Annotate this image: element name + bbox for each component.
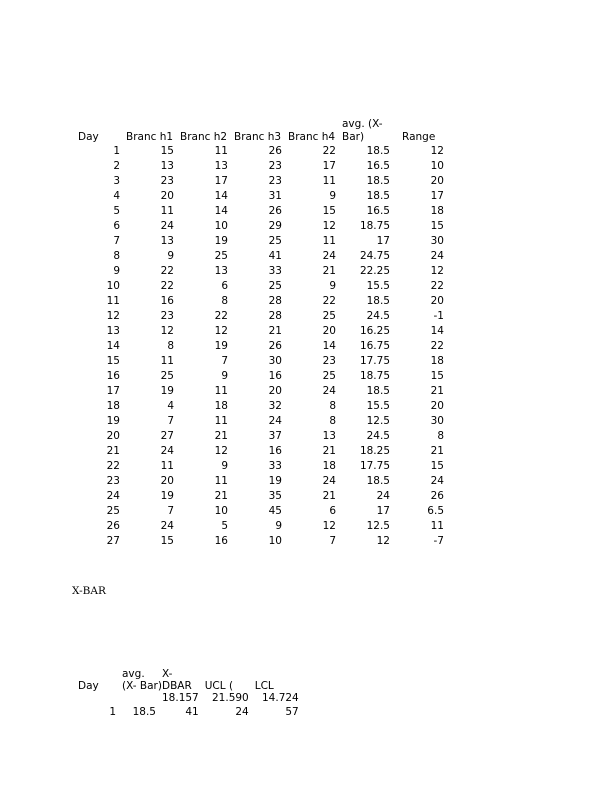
cell-day: 22 [106, 460, 120, 472]
cell-branch-4: 21 [322, 445, 336, 457]
cell-avg-xbar: 24.75 [359, 250, 390, 262]
cell-range: 15 [430, 460, 444, 472]
xbar-header-avg: avg. (X- Bar) [122, 668, 162, 692]
xbar-header-xdbar: X- DBAR [162, 668, 192, 692]
cell-day: 23 [106, 475, 120, 487]
cell-branch-2: 21 [214, 490, 228, 502]
cell-branch-2: 12 [214, 445, 228, 457]
cell-day: 5 [113, 205, 120, 217]
cell-branch-3: 21 [268, 325, 282, 337]
xbar-lcl-cell: 57 [285, 706, 299, 718]
cell-branch-2: 9 [221, 460, 228, 472]
header-day: Day [78, 131, 99, 143]
cell-branch-2: 14 [214, 190, 228, 202]
table-row [72, 279, 450, 294]
cell-branch-3: 30 [268, 355, 282, 367]
cell-branch-1: 13 [160, 235, 174, 247]
cell-branch-3: 25 [268, 280, 282, 292]
cell-branch-3: 41 [268, 250, 282, 262]
cell-branch-1: 11 [160, 355, 174, 367]
xbar-header-lcl: LCL [254, 680, 274, 692]
cell-branch-4: 25 [322, 370, 336, 382]
cell-branch-2: 21 [214, 430, 228, 442]
cell-range: 8 [437, 430, 444, 442]
cell-day: 17 [106, 385, 120, 397]
cell-range: 12 [430, 265, 444, 277]
cell-range: 22 [430, 280, 444, 292]
cell-day: 3 [113, 175, 120, 187]
cell-day: 18 [106, 400, 120, 412]
cell-branch-4: 22 [322, 145, 336, 157]
table-row [72, 324, 450, 339]
cell-branch-4: 25 [322, 310, 336, 322]
header-branch-3: Branc h3 [234, 131, 282, 143]
table-row [72, 519, 450, 534]
cell-branch-4: 12 [322, 520, 336, 532]
cell-branch-1: 11 [160, 205, 174, 217]
cell-branch-2: 16 [214, 535, 228, 547]
cell-range: 15 [430, 220, 444, 232]
cell-range: 26 [430, 490, 444, 502]
cell-day: 12 [106, 310, 120, 322]
cell-range: 30 [430, 415, 444, 427]
xdbar-value: 18.157 [162, 692, 199, 704]
cell-branch-3: 23 [268, 160, 282, 172]
cell-branch-2: 7 [221, 355, 228, 367]
xbar-header-day: Day [78, 680, 99, 692]
cell-range: -7 [433, 535, 444, 547]
cell-avg-xbar: 17 [376, 505, 390, 517]
cell-branch-1: 19 [160, 490, 174, 502]
cell-avg-xbar: 12.5 [366, 415, 390, 427]
cell-avg-xbar: 12.5 [366, 520, 390, 532]
cell-branch-3: 16 [268, 445, 282, 457]
cell-branch-4: 24 [322, 385, 336, 397]
cell-avg-xbar: 24 [376, 490, 390, 502]
cell-branch-1: 25 [160, 370, 174, 382]
cell-avg-xbar: 16.5 [366, 205, 390, 217]
xbar-avg-cell: 18.5 [132, 706, 156, 718]
cell-branch-2: 9 [221, 370, 228, 382]
cell-branch-4: 20 [322, 325, 336, 337]
branch-data-table [72, 104, 450, 549]
cell-range: 30 [430, 235, 444, 247]
cell-day: 27 [106, 535, 120, 547]
cell-branch-4: 11 [322, 175, 336, 187]
cell-branch-2: 13 [214, 265, 228, 277]
table-row [72, 489, 450, 504]
table-row [72, 429, 450, 444]
cell-day: 14 [106, 340, 120, 352]
cell-branch-3: 26 [268, 205, 282, 217]
cell-range: 24 [430, 475, 444, 487]
cell-day: 1 [113, 145, 120, 157]
cell-day: 20 [106, 430, 120, 442]
cell-branch-2: 10 [214, 505, 228, 517]
cell-branch-1: 23 [160, 310, 174, 322]
table-row [72, 534, 450, 549]
cell-day: 7 [113, 235, 120, 247]
cell-range: 11 [430, 520, 444, 532]
cell-range: 20 [430, 175, 444, 187]
cell-range: 15 [430, 370, 444, 382]
cell-avg-xbar: 18.5 [366, 145, 390, 157]
cell-branch-1: 20 [160, 190, 174, 202]
cell-branch-2: 19 [214, 340, 228, 352]
cell-branch-1: 12 [160, 325, 174, 337]
cell-branch-2: 25 [214, 250, 228, 262]
cell-avg-xbar: 15.5 [366, 400, 390, 412]
cell-branch-1: 7 [167, 505, 174, 517]
table-row [72, 399, 450, 414]
ucl-value: 21.590 [212, 692, 249, 704]
table-row [72, 159, 450, 174]
cell-branch-1: 15 [160, 145, 174, 157]
xbar-table [72, 654, 305, 719]
cell-range: 21 [430, 445, 444, 457]
cell-avg-xbar: 16.75 [359, 340, 390, 352]
cell-avg-xbar: 12 [376, 535, 390, 547]
cell-branch-3: 16 [268, 370, 282, 382]
cell-avg-xbar: 18.75 [359, 220, 390, 232]
cell-range: -1 [433, 310, 444, 322]
cell-branch-1: 24 [160, 220, 174, 232]
cell-day: 13 [106, 325, 120, 337]
cell-branch-1: 23 [160, 175, 174, 187]
table-row [72, 189, 450, 204]
cell-branch-3: 33 [268, 265, 282, 277]
cell-branch-3: 31 [268, 190, 282, 202]
cell-day: 24 [106, 490, 120, 502]
cell-branch-3: 28 [268, 310, 282, 322]
cell-day: 6 [113, 220, 120, 232]
cell-branch-2: 13 [214, 160, 228, 172]
cell-day: 10 [106, 280, 120, 292]
cell-branch-1: 22 [160, 280, 174, 292]
cell-branch-3: 9 [275, 520, 282, 532]
header-branch-1: Branc h1 [126, 131, 174, 143]
cell-branch-1: 24 [160, 520, 174, 532]
cell-day: 4 [113, 190, 120, 202]
cell-branch-4: 8 [329, 400, 336, 412]
cell-branch-4: 18 [322, 460, 336, 472]
cell-branch-3: 28 [268, 295, 282, 307]
cell-branch-4: 12 [322, 220, 336, 232]
cell-branch-4: 6 [329, 505, 336, 517]
cell-branch-4: 17 [322, 160, 336, 172]
cell-branch-4: 24 [322, 475, 336, 487]
cell-branch-4: 21 [322, 265, 336, 277]
cell-day: 19 [106, 415, 120, 427]
table-row [72, 234, 450, 249]
table-row [72, 219, 450, 234]
header-avg-xbar: avg. (X- Bar) [342, 118, 383, 143]
cell-branch-3: 33 [268, 460, 282, 472]
table-row [72, 249, 450, 264]
cell-branch-2: 18 [214, 400, 228, 412]
cell-range: 17 [430, 190, 444, 202]
cell-branch-4: 23 [322, 355, 336, 367]
cell-branch-2: 11 [214, 145, 228, 157]
table-row [72, 384, 450, 399]
cell-range: 14 [430, 325, 444, 337]
cell-branch-2: 10 [214, 220, 228, 232]
cell-branch-2: 11 [214, 415, 228, 427]
header-range: Range [402, 131, 436, 143]
cell-avg-xbar: 24.5 [366, 430, 390, 442]
cell-branch-2: 6 [221, 280, 228, 292]
cell-avg-xbar: 17.75 [359, 460, 390, 472]
cell-branch-2: 14 [214, 205, 228, 217]
table-row [72, 309, 450, 324]
cell-branch-1: 7 [167, 415, 174, 427]
cell-avg-xbar: 15.5 [366, 280, 390, 292]
cell-day: 2 [113, 160, 120, 172]
cell-day: 21 [106, 445, 120, 457]
cell-branch-3: 26 [268, 340, 282, 352]
cell-branch-3: 25 [268, 235, 282, 247]
cell-range: 20 [430, 400, 444, 412]
cell-avg-xbar: 16.25 [359, 325, 390, 337]
cell-branch-3: 37 [268, 430, 282, 442]
cell-avg-xbar: 18.5 [366, 190, 390, 202]
cell-avg-xbar: 24.5 [366, 310, 390, 322]
cell-avg-xbar: 18.5 [366, 295, 390, 307]
cell-branch-2: 11 [214, 385, 228, 397]
cell-avg-xbar: 18.5 [366, 385, 390, 397]
cell-range: 6.5 [427, 505, 444, 517]
cell-branch-3: 10 [268, 535, 282, 547]
cell-branch-3: 24 [268, 415, 282, 427]
table-row [72, 339, 450, 354]
cell-day: 15 [106, 355, 120, 367]
cell-branch-2: 12 [214, 325, 228, 337]
table-row [72, 144, 450, 159]
cell-branch-1: 4 [167, 400, 174, 412]
cell-avg-xbar: 18.5 [366, 475, 390, 487]
xbar-ucl-cell: 24 [235, 706, 249, 718]
cell-branch-1: 20 [160, 475, 174, 487]
lcl-value: 14.724 [262, 692, 299, 704]
cell-branch-1: 16 [160, 295, 174, 307]
cell-branch-1: 8 [167, 340, 174, 352]
cell-branch-1: 22 [160, 265, 174, 277]
cell-avg-xbar: 18.5 [366, 175, 390, 187]
cell-day: 8 [113, 250, 120, 262]
table-row [72, 369, 450, 384]
cell-branch-3: 35 [268, 490, 282, 502]
table-row [72, 174, 450, 189]
cell-avg-xbar: 18.75 [359, 370, 390, 382]
cell-branch-2: 5 [221, 520, 228, 532]
cell-branch-4: 9 [329, 280, 336, 292]
cell-range: 18 [430, 205, 444, 217]
cell-branch-3: 26 [268, 145, 282, 157]
cell-day: 26 [106, 520, 120, 532]
xbar-limits-row [72, 692, 305, 705]
table-body [72, 144, 450, 549]
cell-branch-4: 8 [329, 415, 336, 427]
cell-branch-3: 23 [268, 175, 282, 187]
table-row [72, 354, 450, 369]
cell-range: 22 [430, 340, 444, 352]
cell-branch-3: 29 [268, 220, 282, 232]
cell-range: 10 [430, 160, 444, 172]
xbar-header-ucl: UCL ( [204, 680, 234, 692]
table-row [72, 459, 450, 474]
cell-avg-xbar: 17.75 [359, 355, 390, 367]
table-row [72, 204, 450, 219]
xbar-header-row [72, 654, 305, 692]
cell-branch-1: 19 [160, 385, 174, 397]
cell-range: 12 [430, 145, 444, 157]
cell-range: 24 [430, 250, 444, 262]
header-branch-2: Branc h2 [180, 131, 228, 143]
header-branch-4: Branc h4 [288, 131, 336, 143]
cell-avg-xbar: 18.25 [359, 445, 390, 457]
cell-branch-4: 13 [322, 430, 336, 442]
cell-branch-2: 11 [214, 475, 228, 487]
cell-avg-xbar: 22.25 [359, 265, 390, 277]
cell-branch-1: 9 [167, 250, 174, 262]
cell-branch-4: 7 [329, 535, 336, 547]
table-row [72, 264, 450, 279]
cell-day: 9 [113, 265, 120, 277]
cell-branch-2: 8 [221, 295, 228, 307]
cell-range: 18 [430, 355, 444, 367]
cell-range: 20 [430, 295, 444, 307]
xbar-xdbar-cell: 41 [185, 706, 199, 718]
cell-branch-3: 19 [268, 475, 282, 487]
cell-branch-4: 21 [322, 490, 336, 502]
xbar-day-cell: 1 [109, 706, 116, 718]
cell-branch-4: 15 [322, 205, 336, 217]
cell-branch-2: 19 [214, 235, 228, 247]
cell-avg-xbar: 16.5 [366, 160, 390, 172]
cell-branch-4: 11 [322, 235, 336, 247]
cell-branch-1: 11 [160, 460, 174, 472]
cell-branch-4: 14 [322, 340, 336, 352]
cell-day: 25 [106, 505, 120, 517]
cell-branch-4: 22 [322, 295, 336, 307]
cell-branch-2: 17 [214, 175, 228, 187]
header-row [72, 104, 450, 144]
cell-avg-xbar: 17 [376, 235, 390, 247]
cell-branch-2: 22 [214, 310, 228, 322]
table-row [72, 444, 450, 459]
xbar-data-row [72, 705, 305, 719]
cell-branch-1: 24 [160, 445, 174, 457]
cell-branch-1: 15 [160, 535, 174, 547]
cell-branch-4: 9 [329, 190, 336, 202]
cell-branch-3: 32 [268, 400, 282, 412]
cell-branch-3: 45 [268, 505, 282, 517]
cell-range: 21 [430, 385, 444, 397]
cell-day: 16 [106, 370, 120, 382]
cell-branch-4: 24 [322, 250, 336, 262]
section-label-xbar: X-BAR [72, 585, 106, 597]
cell-branch-1: 13 [160, 160, 174, 172]
table-row [72, 294, 450, 309]
table-row [72, 474, 450, 489]
table-row [72, 504, 450, 519]
cell-branch-1: 27 [160, 430, 174, 442]
cell-branch-3: 20 [268, 385, 282, 397]
table-row [72, 414, 450, 429]
cell-day: 11 [106, 295, 120, 307]
